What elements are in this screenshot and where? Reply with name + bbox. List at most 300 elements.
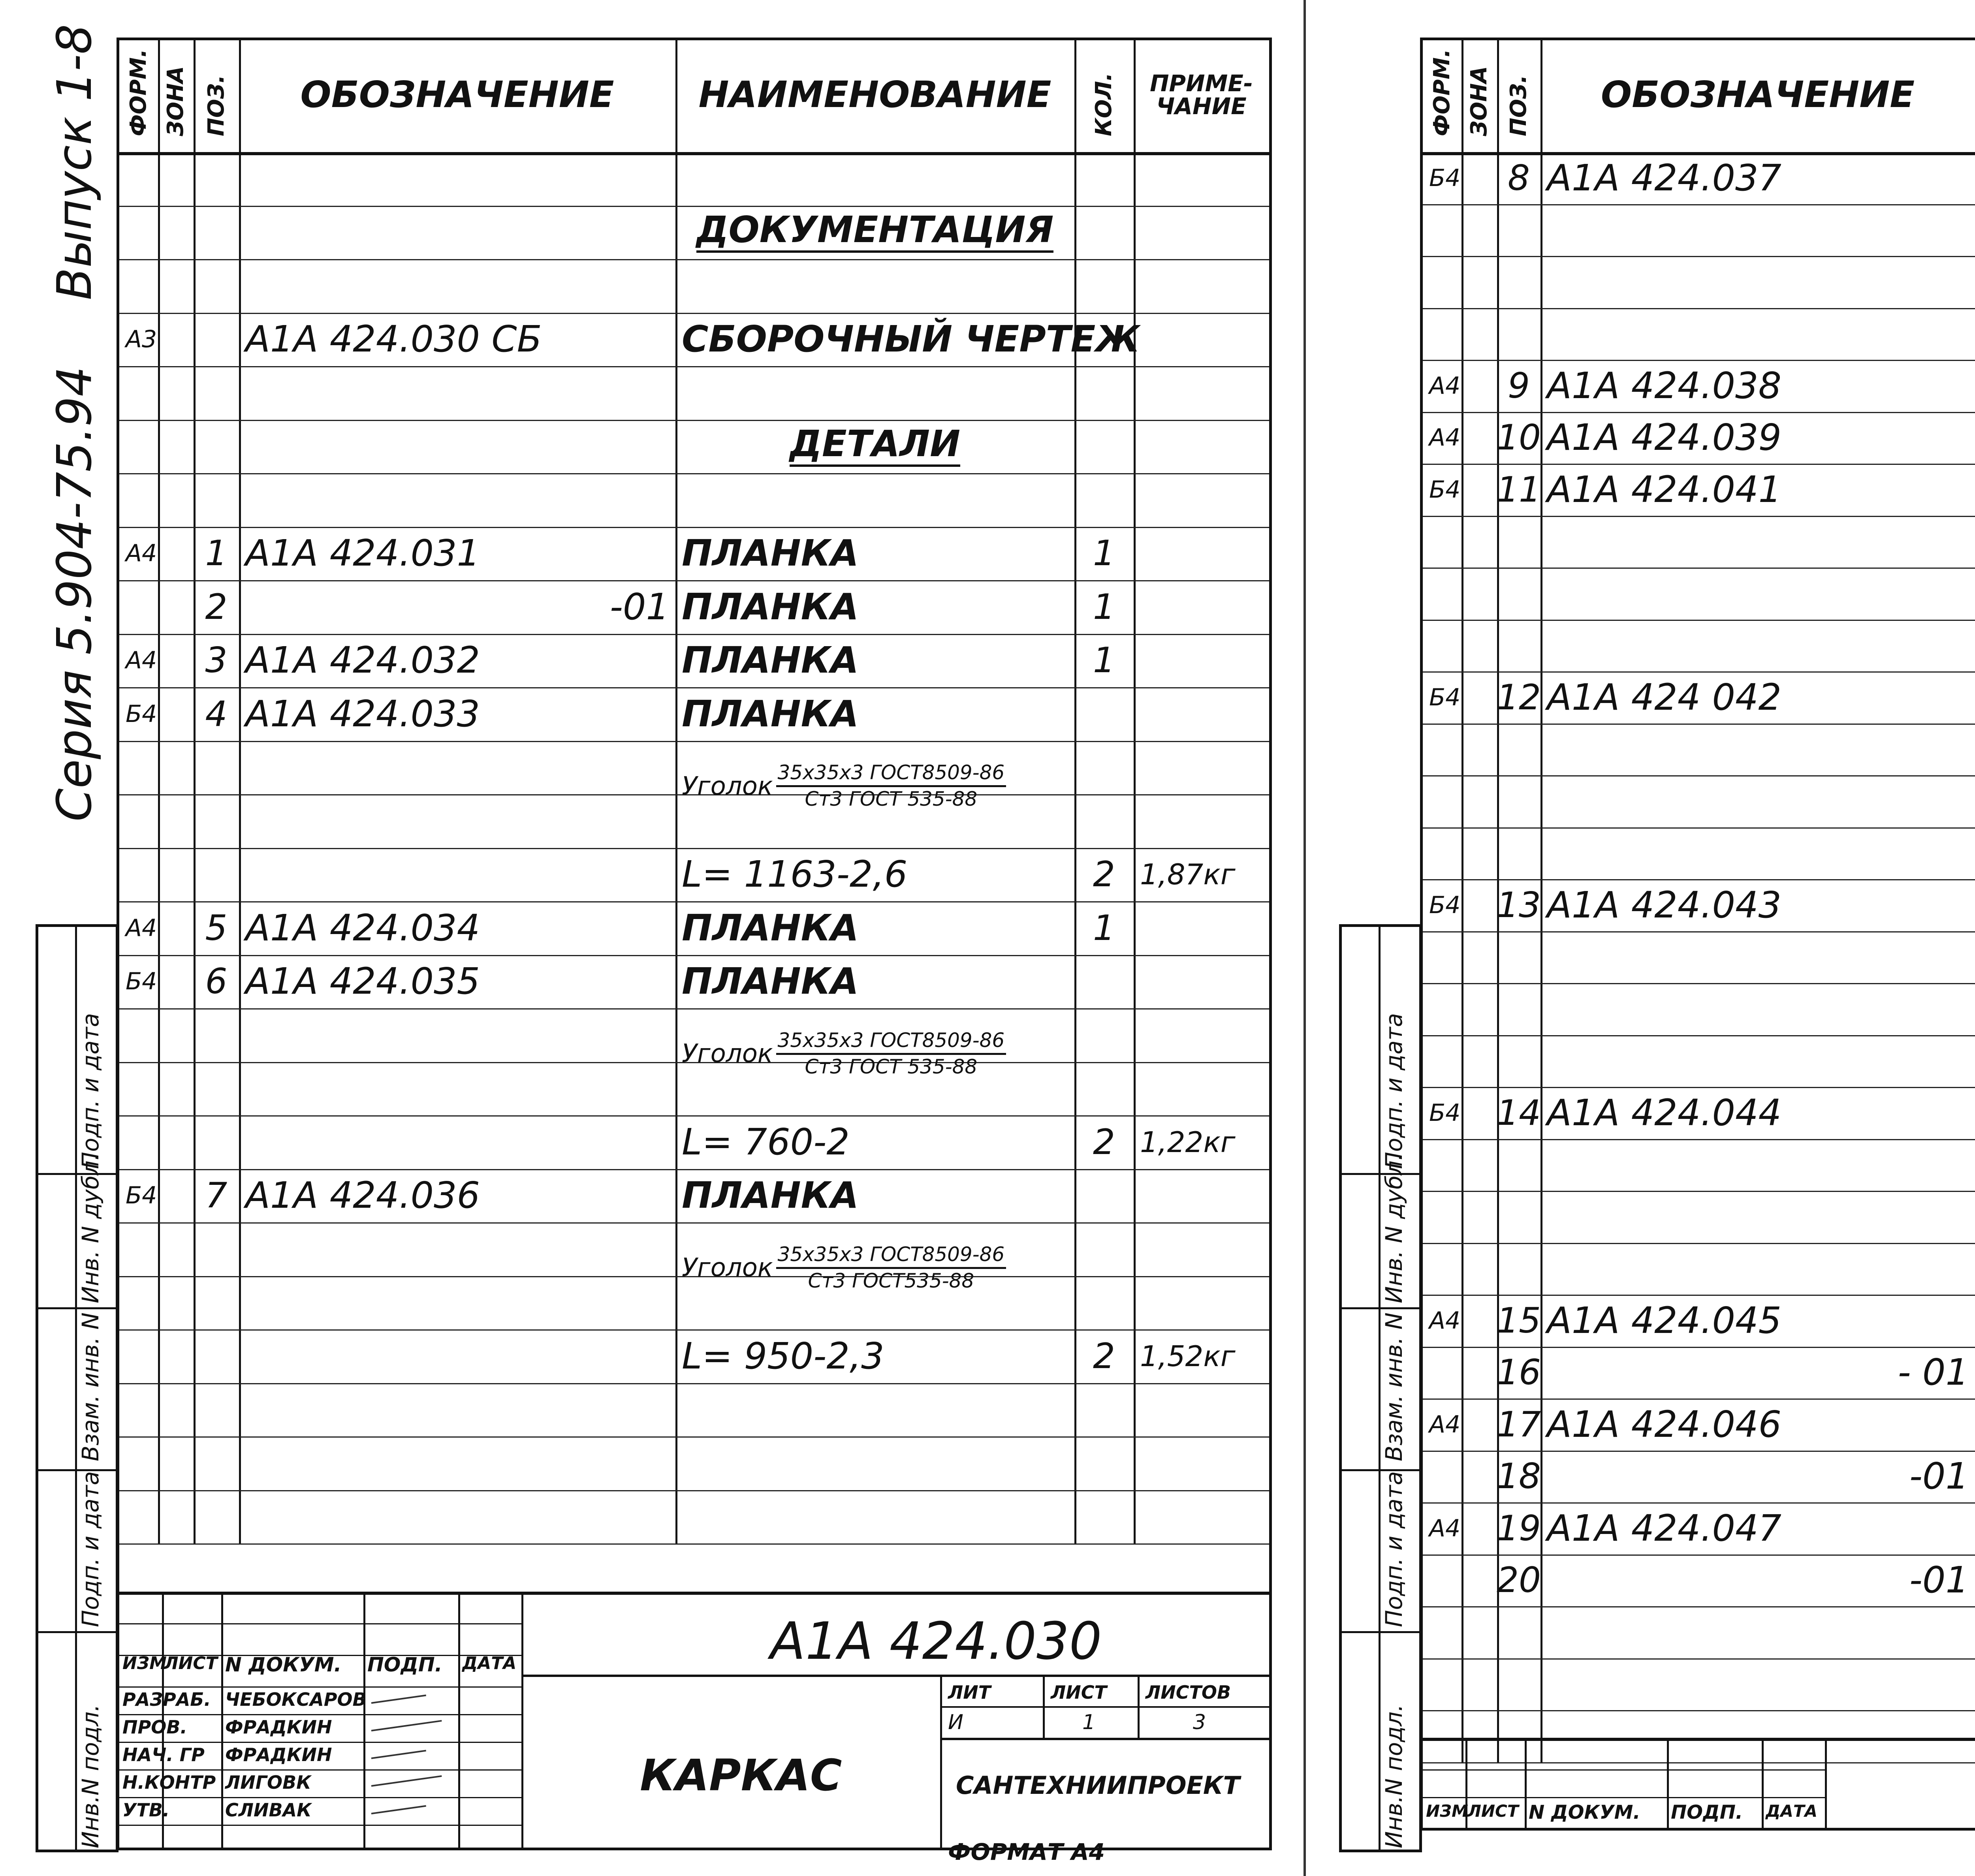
designation-cell-text: А1А 424 042: [1547, 676, 1782, 718]
title-col-line: [1825, 1738, 1827, 1831]
pos-cell: [1497, 775, 1540, 827]
format-cell: [1423, 1502, 1462, 1555]
name-cell: [675, 473, 1074, 527]
pos-cell: [1497, 879, 1540, 931]
designation-cell: [239, 634, 675, 688]
qty-cell: [1074, 1436, 1134, 1490]
pos-cell-text: 15: [1497, 1300, 1541, 1341]
pos-cell-text: 11: [1497, 469, 1541, 510]
qty-cell: [1074, 1329, 1134, 1383]
designation-cell: [1540, 879, 1975, 931]
role-person: ФРАДКИН: [225, 1744, 332, 1765]
format-cell: [119, 1115, 158, 1169]
designation-cell-text: А1А 424.039: [1547, 416, 1782, 459]
format-cell: [119, 794, 158, 848]
name-cell-text: ПЛАНКА: [682, 1174, 859, 1217]
qty-cell: [1074, 1490, 1134, 1544]
name-cell-text: СБОРОЧНЫЙ ЧЕРТЕЖ: [682, 318, 1140, 361]
note-cell: [1134, 741, 1269, 795]
row-rule: [1423, 1762, 1975, 1763]
name-cell: [675, 848, 1074, 902]
format-cell: [119, 741, 158, 795]
pos-cell-text: 7: [205, 1175, 228, 1216]
name-cell: [675, 1276, 1074, 1330]
qty-cell: [1074, 955, 1134, 1009]
format-cell-text: А4: [1429, 1306, 1461, 1335]
header-note: ПРИМЕ-ЧАНИЕ: [1150, 70, 1253, 120]
designation-cell: [239, 1008, 675, 1062]
designation-cell: [1540, 1710, 1975, 1762]
qty-cell-text: 2: [1093, 1335, 1115, 1376]
format-cell: [119, 848, 158, 902]
note-cell: [1134, 901, 1269, 955]
note-cell: [1134, 420, 1269, 474]
format-cell: [119, 366, 158, 420]
qty-cell: [1074, 848, 1134, 902]
designation-cell-text: А1А 424.038: [1547, 364, 1782, 407]
note-cell: [1134, 527, 1269, 581]
designation-cell: [1540, 1243, 1975, 1295]
pos-cell: [194, 1329, 239, 1383]
title-row-line: [1423, 1797, 1825, 1798]
designation-cell-text: А1А 424.046: [1547, 1403, 1782, 1446]
qty-cell-text: 1: [1093, 640, 1115, 681]
doc-code: А1А 424.030: [770, 1611, 1102, 1671]
pos-cell: [1497, 671, 1540, 724]
margin-label-4: Инв. N дубл.: [1381, 1153, 1407, 1303]
format-cell: [1423, 931, 1462, 983]
title-row-line: [119, 1825, 521, 1826]
note-cell: [1134, 634, 1269, 688]
format-cell: [1423, 1555, 1462, 1607]
pos-cell-text: 13: [1497, 884, 1541, 925]
pos-cell: [1497, 1502, 1540, 1555]
title-col-line: [458, 1592, 460, 1850]
pos-cell: [1497, 1087, 1540, 1139]
col-date: ДАТА: [1766, 1801, 1818, 1821]
designation-cell: [239, 1276, 675, 1330]
pos-cell: [194, 366, 239, 420]
format-cell: [1423, 516, 1462, 568]
col-sign: ПОДП.: [367, 1653, 442, 1676]
designation-cell: [239, 848, 675, 902]
format-cell: [1423, 1139, 1462, 1191]
name-cell: [675, 1383, 1074, 1437]
designation-cell: [239, 794, 675, 848]
org-name: САНТЕХНИИПРОЕКТ: [956, 1771, 1240, 1800]
format-cell-text: А4: [1429, 424, 1461, 452]
pos-cell: [1497, 1710, 1540, 1762]
name-cell: [675, 1436, 1074, 1490]
designation-cell: [1540, 1502, 1975, 1555]
sheet-label: ЛИСТ: [1051, 1682, 1107, 1703]
col-sign: ПОДП.: [1671, 1801, 1743, 1823]
designation-cell: [239, 1383, 675, 1437]
sheets-label: ЛИСТОВ: [1146, 1682, 1231, 1703]
margin-label-2: Подп. и дата: [77, 1471, 104, 1627]
format-footer-left: ФОРМАТ А4: [948, 1838, 1105, 1865]
name-cell-text: ПЛАНКА: [682, 960, 859, 1003]
format-cell-text: А3: [126, 325, 157, 353]
col-docno: N ДОКУМ.: [225, 1653, 342, 1676]
format-cell-text: А4: [1429, 1514, 1461, 1542]
note-cell: [1134, 1383, 1269, 1437]
issue-label: Выпуск 1-8: [47, 24, 102, 300]
right-sheet: [1304, 0, 1975, 1876]
qty-cell-text: 1: [1093, 907, 1115, 948]
angle-steel: Ст3 ГОСТ 535-88: [805, 1055, 978, 1078]
angle-steel: Ст3 ГОСТ535-88: [808, 1269, 974, 1292]
pos-cell-text: 2: [205, 586, 228, 627]
designation-cell-text: А1А 424.035: [245, 960, 480, 1003]
designation-cell-text: А1А 424.030 СБ: [245, 318, 542, 361]
format-cell: [119, 1062, 158, 1116]
format-cell: [1423, 879, 1462, 931]
note-cell: [1134, 206, 1269, 259]
angle-size: 35x35x3 ГОСТ8509-86: [776, 1245, 1006, 1269]
role-person: СЛИВАК: [225, 1799, 312, 1821]
designation-cell: [239, 1062, 675, 1116]
title-col-line: [1525, 1738, 1527, 1831]
format-cell-text: Б4: [1429, 476, 1461, 504]
note-cell: [1134, 955, 1269, 1009]
pos-cell: [194, 1008, 239, 1062]
format-cell: [1423, 827, 1462, 880]
pos-cell-text: 8: [1508, 157, 1530, 198]
angle-prefix: Уголок: [682, 1039, 773, 1069]
col-change: ИЗМ: [1426, 1801, 1468, 1821]
designation-cell: [1540, 412, 1975, 464]
format-cell: [119, 955, 158, 1009]
format-cell: [1423, 464, 1462, 516]
pos-cell-text: 18: [1497, 1456, 1541, 1497]
format-cell: [119, 259, 158, 313]
pos-cell: [1497, 464, 1540, 516]
pos-cell: [1497, 931, 1540, 983]
qty-cell: [1074, 473, 1134, 527]
pos-cell: [194, 259, 239, 313]
pos-cell-text: 9: [1508, 365, 1530, 406]
designation-cell: [239, 473, 675, 527]
title-rule: [1423, 1738, 1975, 1741]
designation-cell: [1540, 724, 1975, 776]
designation-cell-text: А1А 424.032: [245, 639, 480, 682]
name-cell-text: ПЛАНКА: [682, 532, 859, 575]
designation-cell: [1540, 620, 1975, 672]
name-cell: [675, 1329, 1074, 1383]
pos-cell: [1497, 152, 1540, 204]
designation-cell: [1540, 1451, 1975, 1503]
pos-cell-text: 12: [1497, 677, 1541, 718]
title-col-line: [940, 1675, 942, 1850]
designation-cell: [239, 366, 675, 420]
designation-cell: [1540, 360, 1975, 412]
designation-cell-text: А1А 424.037: [1547, 156, 1782, 199]
title-row-line: [119, 1714, 521, 1715]
qty-cell: [1074, 152, 1134, 206]
name-cell-text: ПЛАНКА: [682, 639, 859, 682]
pos-cell-text: 1: [205, 533, 228, 574]
pos-cell: [194, 1276, 239, 1330]
name-cell: [675, 1062, 1074, 1116]
designation-cell: [1540, 464, 1975, 516]
designation-cell: [239, 687, 675, 741]
pos-cell-text: 10: [1497, 417, 1541, 458]
format-cell: [119, 420, 158, 474]
lit-label: ЛИТ: [948, 1682, 991, 1703]
designation-cell: [239, 901, 675, 955]
qty-cell: [1074, 1115, 1134, 1169]
designation-cell-text: - 01: [1898, 1351, 1969, 1394]
pos-cell: [194, 1169, 239, 1223]
designation-cell-text: А1А 424.031: [245, 532, 480, 575]
designation-cell: [239, 527, 675, 581]
designation-cell: [1540, 1347, 1975, 1399]
pos-cell: [194, 206, 239, 259]
qty-cell: [1074, 580, 1134, 634]
qty-cell: [1074, 741, 1134, 795]
title-row-line: [1423, 1769, 1825, 1771]
pos-cell: [194, 1062, 239, 1116]
qty-cell-text: 1: [1093, 533, 1115, 574]
name-cell: [675, 901, 1074, 955]
designation-cell: [239, 152, 675, 206]
header-designation: ОБОЗНАЧЕНИЕ: [300, 73, 614, 116]
angle-size: 35x35x3 ГОСТ8509-86: [776, 1031, 1006, 1055]
format-cell: [119, 473, 158, 527]
title-row-line: [940, 1738, 1269, 1740]
format-cell: [1423, 1399, 1462, 1451]
note-cell: [1134, 1222, 1269, 1276]
title-rule: [119, 1592, 1269, 1595]
format-cell: [1423, 671, 1462, 724]
qty-cell: [1074, 794, 1134, 848]
name-cell: [675, 366, 1074, 420]
pos-cell: [1497, 724, 1540, 776]
designation-cell: [239, 313, 675, 367]
format-cell: [1423, 1295, 1462, 1347]
margin-label-1: Инв.N подл.: [77, 1704, 104, 1848]
qty-cell: [1074, 206, 1134, 259]
name-cell-text: ПЛАНКА: [682, 906, 859, 949]
format-cell: [1423, 620, 1462, 672]
designation-cell-text: А1А 424.045: [1547, 1299, 1782, 1342]
note-cell-text: 1,22кг: [1140, 1125, 1236, 1159]
designation-cell-text: А1А 424.036: [245, 1174, 480, 1217]
designation-cell: [1540, 204, 1975, 256]
designation-cell: [1540, 1555, 1975, 1607]
pos-cell: [194, 473, 239, 527]
designation-cell: [239, 580, 675, 634]
format-cell: [119, 1169, 158, 1223]
format-cell-text: А4: [1429, 372, 1461, 400]
pos-cell: [1497, 1555, 1540, 1607]
pos-cell: [1497, 412, 1540, 464]
pos-cell: [1497, 1399, 1540, 1451]
note-cell: [1134, 1115, 1269, 1169]
note-cell: [1134, 259, 1269, 313]
name-cell-text: L= 950-2,3: [682, 1335, 884, 1377]
pos-cell-text: 17: [1497, 1404, 1541, 1445]
format-cell: [1423, 1243, 1462, 1295]
designation-cell: [239, 1169, 675, 1223]
name-cell: [675, 420, 1074, 474]
pos-cell: [1497, 983, 1540, 1035]
qty-cell: [1074, 313, 1134, 367]
qty-cell: [1074, 1383, 1134, 1437]
note-cell: [1134, 313, 1269, 367]
format-cell: [1423, 1606, 1462, 1658]
format-cell: [119, 1383, 158, 1437]
title-col-line: [1667, 1738, 1669, 1831]
title-row-line: [119, 1623, 521, 1624]
pos-cell: [194, 901, 239, 955]
designation-cell: [1540, 827, 1975, 880]
pos-cell: [1497, 1035, 1540, 1087]
pos-cell: [1497, 516, 1540, 568]
title-row-line: [119, 1742, 521, 1743]
format-cell: [1423, 308, 1462, 360]
format-cell: [119, 1490, 158, 1544]
margin-label-5: Подп. и дата: [1381, 1013, 1407, 1169]
pos-cell-text: 14: [1497, 1092, 1541, 1133]
pos-cell: [194, 152, 239, 206]
pos-cell: [194, 955, 239, 1009]
qty-cell: [1074, 259, 1134, 313]
format-cell: [119, 206, 158, 259]
note-cell: [1134, 580, 1269, 634]
name-cell-text: L= 760-2: [682, 1120, 850, 1163]
note-cell: [1134, 1329, 1269, 1383]
format-cell-text: Б4: [1429, 683, 1461, 711]
pos-cell: [194, 741, 239, 795]
designation-cell: [1540, 308, 1975, 360]
header-pos: ПОЗ.: [1506, 75, 1531, 136]
format-cell: [119, 313, 158, 367]
role-label: УТВ.: [122, 1799, 170, 1821]
title-row-line: [940, 1706, 1269, 1708]
pos-cell-text: 3: [205, 640, 228, 681]
note-cell: [1134, 1008, 1269, 1062]
format-cell: [1423, 1035, 1462, 1087]
format-cell: [1423, 983, 1462, 1035]
title-col-line: [521, 1592, 523, 1850]
margin-label-3: Взам. инв. N: [77, 1312, 104, 1461]
name-cell: [675, 1115, 1074, 1169]
pos-cell: [1497, 308, 1540, 360]
qty-cell: [1074, 1169, 1134, 1223]
designation-cell: [239, 1436, 675, 1490]
pos-cell: [1497, 1295, 1540, 1347]
designation-cell: [239, 206, 675, 259]
margin-label-1: Инв.N подл.: [1381, 1704, 1407, 1848]
role-person: ЛИГОВК: [225, 1772, 311, 1793]
designation-cell: [1540, 256, 1975, 308]
header-zone: ЗОНА: [163, 66, 188, 136]
pos-cell: [1497, 568, 1540, 620]
format-cell: [119, 634, 158, 688]
designation-cell: [239, 1115, 675, 1169]
col-docno: N ДОКУМ.: [1529, 1801, 1640, 1823]
format-cell: [1423, 256, 1462, 308]
name-cell-text: ДОКУМЕНТАЦИЯ: [696, 212, 1054, 253]
name-cell: [675, 634, 1074, 688]
format-cell: [119, 1276, 158, 1330]
header-qty: КОЛ.: [1091, 72, 1117, 136]
format-cell: [1423, 1451, 1462, 1503]
format-cell-text: Б4: [1429, 164, 1461, 192]
format-cell-text: А4: [126, 539, 157, 568]
margin-label-5: Подп. и дата: [77, 1013, 104, 1169]
pos-cell: [194, 527, 239, 581]
format-cell: [119, 1329, 158, 1383]
name-cell-text: ПЛАНКА: [682, 692, 859, 735]
designation-cell-text: -01: [609, 585, 669, 628]
pos-cell: [1497, 1347, 1540, 1399]
qty-cell: [1074, 420, 1134, 474]
header-name: НАИМЕНОВАНИЕ: [698, 73, 1051, 116]
designation-cell: [239, 259, 675, 313]
name-cell-text: L= 1163-2,6: [682, 853, 908, 896]
pos-cell: [194, 580, 239, 634]
name-cell: [675, 259, 1074, 313]
designation-cell: [1540, 775, 1975, 827]
designation-cell: [239, 955, 675, 1009]
format-cell: [119, 687, 158, 741]
title-col-line: [1762, 1738, 1764, 1831]
name-cell: [675, 580, 1074, 634]
name-cell: [675, 1490, 1074, 1544]
format-cell: [1423, 412, 1462, 464]
format-cell: [1423, 360, 1462, 412]
format-cell: [1423, 152, 1462, 204]
margin-label-3: Взам. инв. N: [1381, 1312, 1407, 1461]
pos-cell: [1497, 827, 1540, 880]
designation-cell: [1540, 983, 1975, 1035]
qty-cell: [1074, 1062, 1134, 1116]
angle-steel: Ст3 ГОСТ 535-88: [805, 788, 978, 811]
qty-cell: [1074, 1276, 1134, 1330]
pos-cell: [1497, 1191, 1540, 1243]
note-cell-text: 1,52кг: [1140, 1339, 1236, 1373]
format-cell: [1423, 1191, 1462, 1243]
qty-cell: [1074, 527, 1134, 581]
pos-cell: [1497, 1139, 1540, 1191]
title-col-line: [1138, 1675, 1140, 1738]
format-cell: [1423, 204, 1462, 256]
pos-cell: [194, 1383, 239, 1437]
header-designation: ОБОЗНАЧЕНИЕ: [1601, 73, 1915, 116]
note-cell: [1134, 1490, 1269, 1544]
designation-cell: [239, 420, 675, 474]
designation-cell: [1540, 931, 1975, 983]
margin-label-4: Инв. N дубл.: [77, 1153, 104, 1303]
format-cell: [1423, 568, 1462, 620]
pos-cell: [1497, 620, 1540, 672]
designation-cell: [1540, 1035, 1975, 1087]
name-cell: [675, 313, 1140, 367]
pos-cell: [194, 634, 239, 688]
format-cell: [1423, 1658, 1462, 1711]
title-row-line: [119, 1686, 521, 1688]
designation-cell: [239, 1490, 675, 1544]
format-cell-text: Б4: [126, 968, 157, 996]
designation-cell: [1540, 1295, 1975, 1347]
note-cell: [1134, 152, 1269, 206]
pos-cell-text: 16: [1497, 1352, 1541, 1393]
format-cell: [1423, 1347, 1462, 1399]
pos-cell: [1497, 1606, 1540, 1658]
